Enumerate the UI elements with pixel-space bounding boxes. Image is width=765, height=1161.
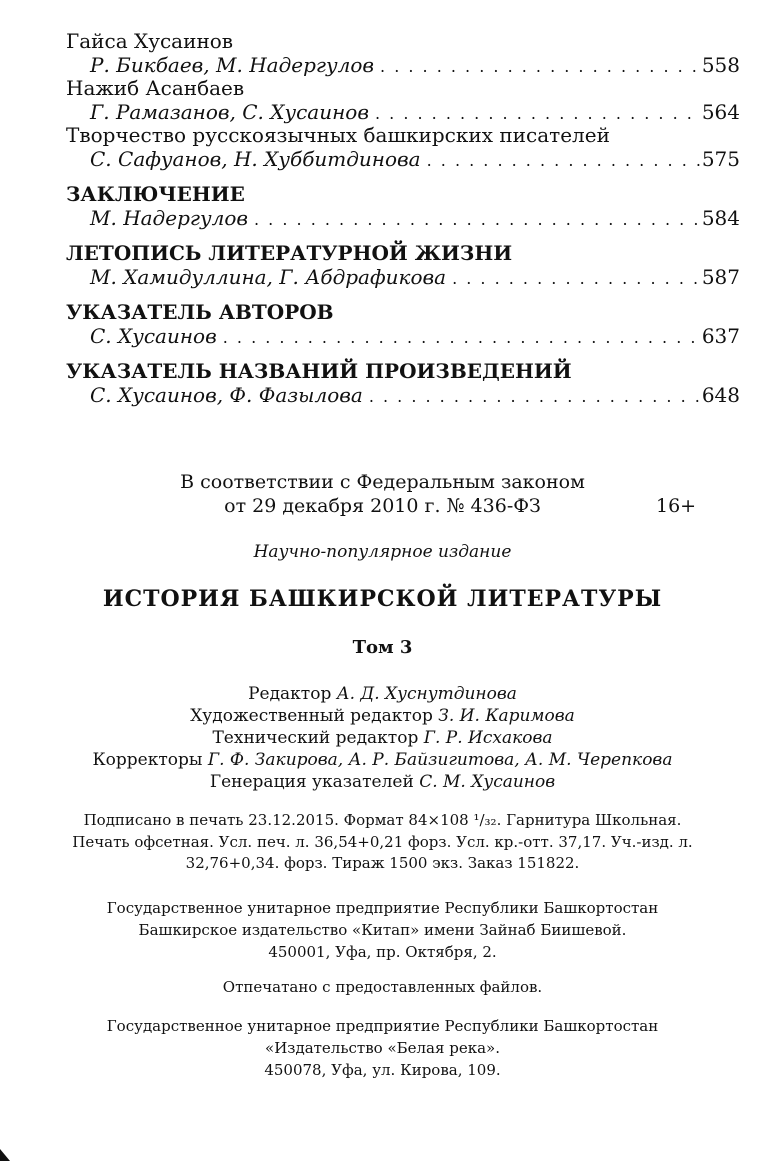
toc-authors: С. Хусаинов [90, 323, 217, 348]
toc-authors: Г. Рамазанов, С. Хусаинов [90, 99, 369, 124]
toc-authors: М. Надергулов [90, 205, 248, 230]
corner-mark-icon [0, 1147, 14, 1161]
toc-chapter-title: ЗАКЛЮЧЕНИЕ [66, 182, 245, 206]
publisher-block [0, 897, 765, 963]
leader-dots [374, 55, 700, 79]
toc-page-number: 564 [701, 99, 740, 124]
toc-section-title: Гайса Хусаинов [66, 29, 234, 53]
credits-block [0, 683, 765, 793]
toc-entry [66, 266, 740, 290]
credit-names: З. И. Каримова [438, 706, 575, 726]
toc-entry [66, 101, 740, 125]
toc-authors: Р. Бикбаев, М. Надергулов [90, 52, 375, 77]
credit-line [0, 705, 765, 727]
toc-entry [66, 384, 740, 408]
printer-line: 450078, Уфа, ул. Кирова, 109. [264, 1061, 501, 1079]
law-line-2-wrap [0, 494, 765, 518]
leader-dots [421, 149, 700, 173]
toc-page-number: 575 [701, 146, 740, 171]
edition-type: Научно-популярное издание [253, 542, 512, 562]
printer-line: «Издательство «Белая река». [265, 1039, 500, 1057]
publisher-line: Башкирское издательство «Китап» имени Зайнаб Биишевой. [138, 921, 627, 939]
credit-names: Г. Ф. Закирова, А. Р. Байзигитова, А. М. Черепкова [207, 750, 673, 770]
toc-page-number: 558 [701, 52, 740, 77]
credit-role: Редактор [248, 684, 332, 704]
credit-role: Художественный редактор [190, 706, 433, 726]
leader-dots [369, 102, 700, 126]
toc-entry [66, 54, 740, 78]
toc-chapter-title: ЛЕТОПИСЬ ЛИТЕРАТУРНОЙ ЖИЗНИ [66, 241, 513, 265]
credit-names: Г. Р. Исхакова [423, 728, 553, 748]
toc-chapter-title: УКАЗАТЕЛЬ АВТОРОВ [66, 300, 334, 324]
toc-page-number: 637 [701, 323, 740, 348]
toc-page-number: 648 [701, 382, 740, 407]
credit-line [0, 683, 765, 705]
toc-section-title: Нажиб Асанбаев [66, 76, 245, 100]
law-notice [0, 470, 765, 518]
toc-authors: С. Сафуанов, Н. Хуббитдинова [90, 146, 421, 171]
toc-entry [66, 148, 740, 172]
credit-role: Генерация указателей [209, 772, 414, 792]
credit-line [0, 771, 765, 793]
toc-chapter-title: УКАЗАТЕЛЬ НАЗВАНИЙ ПРОИЗВЕДЕНИЙ [66, 359, 572, 383]
toc-page-number: 584 [701, 205, 740, 230]
printer-line: Государственное унитарное предприятие Республики Башкортостан [106, 1017, 659, 1035]
credit-role: Корректоры [92, 750, 203, 770]
law-line-2: от 29 декабря 2010 г. № 436-ФЗ [224, 495, 541, 517]
leader-dots [363, 385, 700, 409]
book-title: ИСТОРИЯ БАШКИРСКОЙ ЛИТЕРАТУРЫ [102, 586, 663, 612]
toc-section-title: Творчество русскоязычных башкирских писателей [66, 123, 610, 147]
credit-names: С. М. Хусаинов [419, 772, 556, 792]
leader-dots [217, 326, 700, 350]
volume-label: Том 3 [352, 637, 413, 658]
credit-names: А. Д. Хуснутдинова [336, 684, 517, 704]
toc-authors: М. Хамидуллина, Г. Абдрафикова [90, 264, 447, 289]
leader-dots [248, 208, 700, 232]
printed-note: Отпечатано с предоставленных файлов. [222, 978, 543, 996]
toc-entry [66, 325, 740, 349]
credit-line [0, 749, 765, 771]
table-of-contents [66, 30, 740, 407]
print-info-line: Подписано в печать 23.12.2015. Формат 84×108 ¹/₃₂. Гарнитура Школьная. [83, 811, 682, 829]
toc-entry [66, 207, 740, 231]
printer-block [0, 1015, 765, 1081]
print-info [0, 810, 765, 875]
publisher-line: Государственное унитарное предприятие Республики Башкортостан [106, 899, 659, 917]
law-line-1: В соответствии с Федеральным законом [180, 471, 585, 493]
credit-role: Технический редактор [212, 728, 419, 748]
print-info-line: 32,76+0,34. форз. Тираж 1500 экз. Заказ 151822. [185, 854, 580, 872]
print-info-line: Печать офсетная. Усл. печ. л. 36,54+0,21 форз. Усл. кр.-отт. 37,17. Уч.-изд. л. [72, 832, 693, 851]
age-rating: 16+ [656, 495, 697, 517]
toc-page-number: 587 [701, 264, 740, 289]
toc-authors: С. Хусаинов, Ф. Фазылова [90, 382, 363, 407]
leader-dots [446, 267, 700, 291]
credit-line [0, 727, 765, 749]
publisher-line: 450001, Уфа, пр. Октября, 2. [268, 943, 497, 961]
